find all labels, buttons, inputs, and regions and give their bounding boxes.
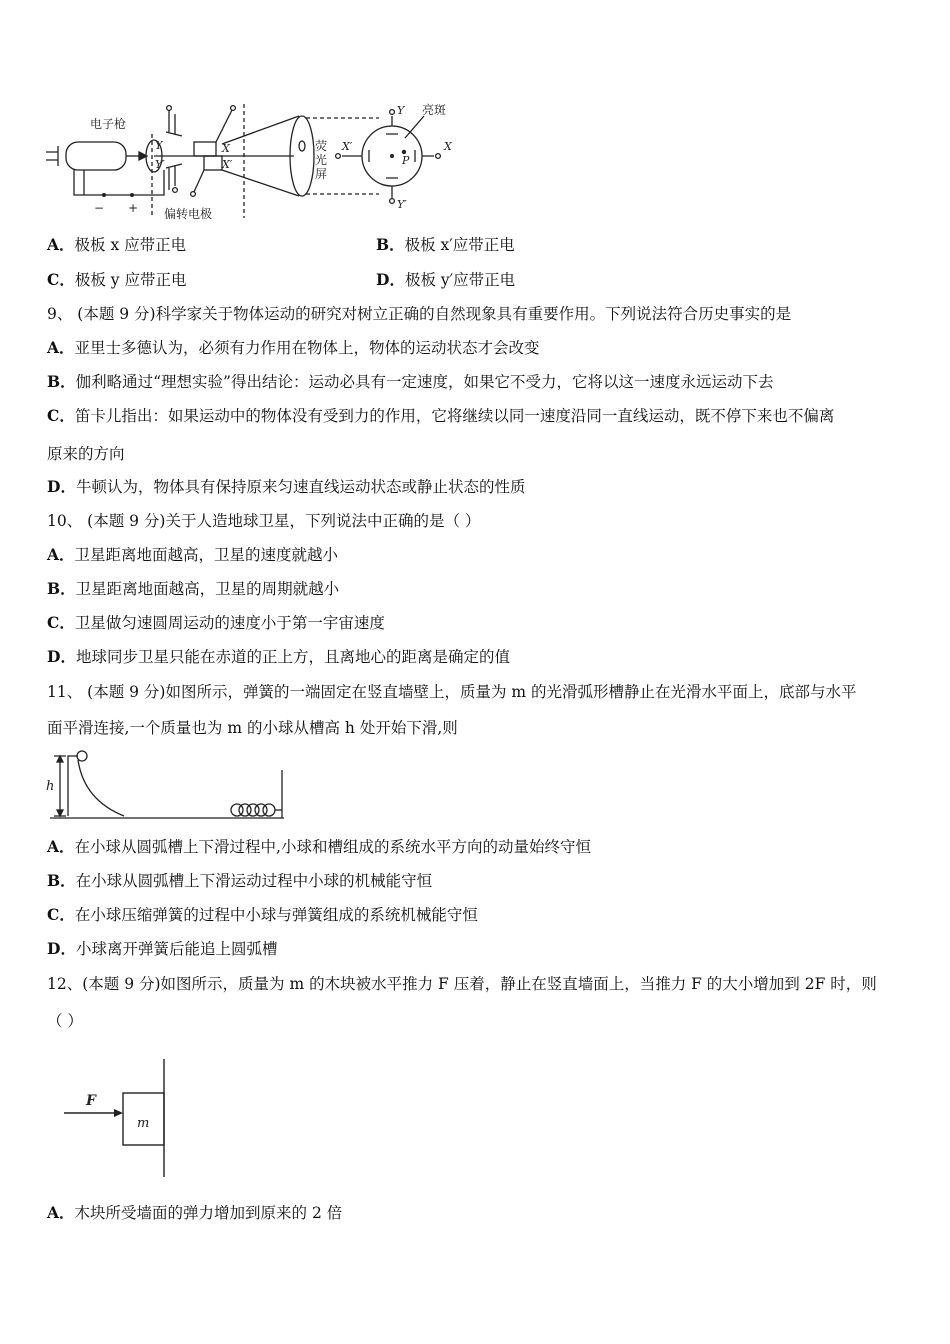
q11-stem-line1: 11、 (本题 9 分)如图所示，弹簧的一端固定在竖直墙壁上，质量为 m 的光滑弧形槽静止在光滑水平面上，底部与水平 [47,683,857,701]
spring-track-figure [44,750,294,820]
label-spot-p: P [402,154,410,167]
q11-option-b: B．在小球从圆弧槽上下滑运动过程中小球的机械能守恒 [47,871,433,890]
q11-stem-line2: 面平滑连接,一个质量也为 m 的小球从槽高 h 处开始下滑,则 [47,719,458,737]
q9-stem: 9、 (本题 9 分)科学家关于物体运动的研究对树立正确的自然现象具有重要作用。下列说法符合历史事实的是 [47,305,792,323]
q8-option-c: C．极板 y 应带正电 [47,270,187,289]
q9-option-a: A．亚里士多德认为，必须有力作用在物体上，物体的运动状态才会改变 [47,338,540,357]
q11-option-a: A．在小球从圆弧槽上下滑过程中,小球和槽组成的系统水平方向的动量始终守恒 [47,837,591,856]
label-screen-y: Y [397,104,405,117]
q12-option-a: A．木块所受墙面的弹力增加到原来的 2 倍 [47,1203,343,1222]
q10-option-d: D．地球同步卫星只能在赤道的正上方，且离地心的距离是确定的值 [47,647,510,666]
label-h: h [46,779,55,794]
label-bright-spot: 亮斑 [422,103,447,117]
q12-stem-line2: （ ） [47,1012,83,1030]
q11-option-d: D．小球离开弹簧后能追上圆弧槽 [47,939,278,958]
label-screen-3: 屏 [315,167,328,181]
q8-option-b: B．极板 x′应带正电 [376,235,515,254]
label-plate-y: Y [155,139,163,152]
label-minus: − [94,201,105,215]
label-plate-yp: Y′ [155,158,165,171]
label-screen-xp: X′ [342,140,353,153]
q12-stem-line1: 12、(本题 9 分)如图所示，质量为 m 的木块被水平推力 F 压着，静止在竖直墙面上，当推力 F 的大小增加到 2F 时，则 [47,975,877,993]
block-wall-figure [60,1055,180,1180]
label-plate-xp: X′ [222,158,233,171]
q9-option-d: D．牛顿认为，物体具有保持原来匀速直线运动状态或静止状态的性质 [47,477,526,496]
q11-option-c: C．在小球压缩弹簧的过程中小球与弹簧组成的系统机械能守恒 [47,905,478,924]
q10-option-c: C．卫星做匀速圆周运动的速度小于第一宇宙速度 [47,613,385,632]
label-screen-1: 荧 [315,139,328,153]
label-F: F [86,1093,96,1109]
crt-figure [44,100,464,225]
label-screen-x: X [444,140,452,153]
q9-option-b: B．伽利略通过“理想实验”得出结论：运动必具有一定速度，如果它不受力，它将以这一速度永远运动下去 [47,372,774,391]
label-screen-2: 光 [315,153,328,167]
q9-option-c: C．笛卡儿指出：如果运动中的物体没有受到力的作用，它将继续以同一速度沿同一直线运动，既不停下来也不偏离 [47,406,835,425]
q10-stem: 10、 (本题 9 分)关于人造地球卫星，下列说法中正确的是（ ） [47,512,481,530]
label-m: m [137,1116,150,1131]
q10-option-a: A．卫星距离地面越高，卫星的速度就越小 [47,545,339,564]
label-plus: + [128,201,139,215]
q8-option-d: D．极板 y′应带正电 [376,270,516,289]
label-plate-x: X [222,142,230,155]
q8-option-a: A．极板 x 应带正电 [47,235,187,254]
q9-option-c-cont: 原来的方向 [47,445,125,463]
q10-option-b: B．卫星距离地面越高，卫星的周期就越小 [47,579,340,598]
label-electron-gun: 电子枪 [90,117,127,131]
label-deflection-plates: 偏转电极 [164,207,213,221]
label-screen-yp: Y′ [397,198,407,211]
